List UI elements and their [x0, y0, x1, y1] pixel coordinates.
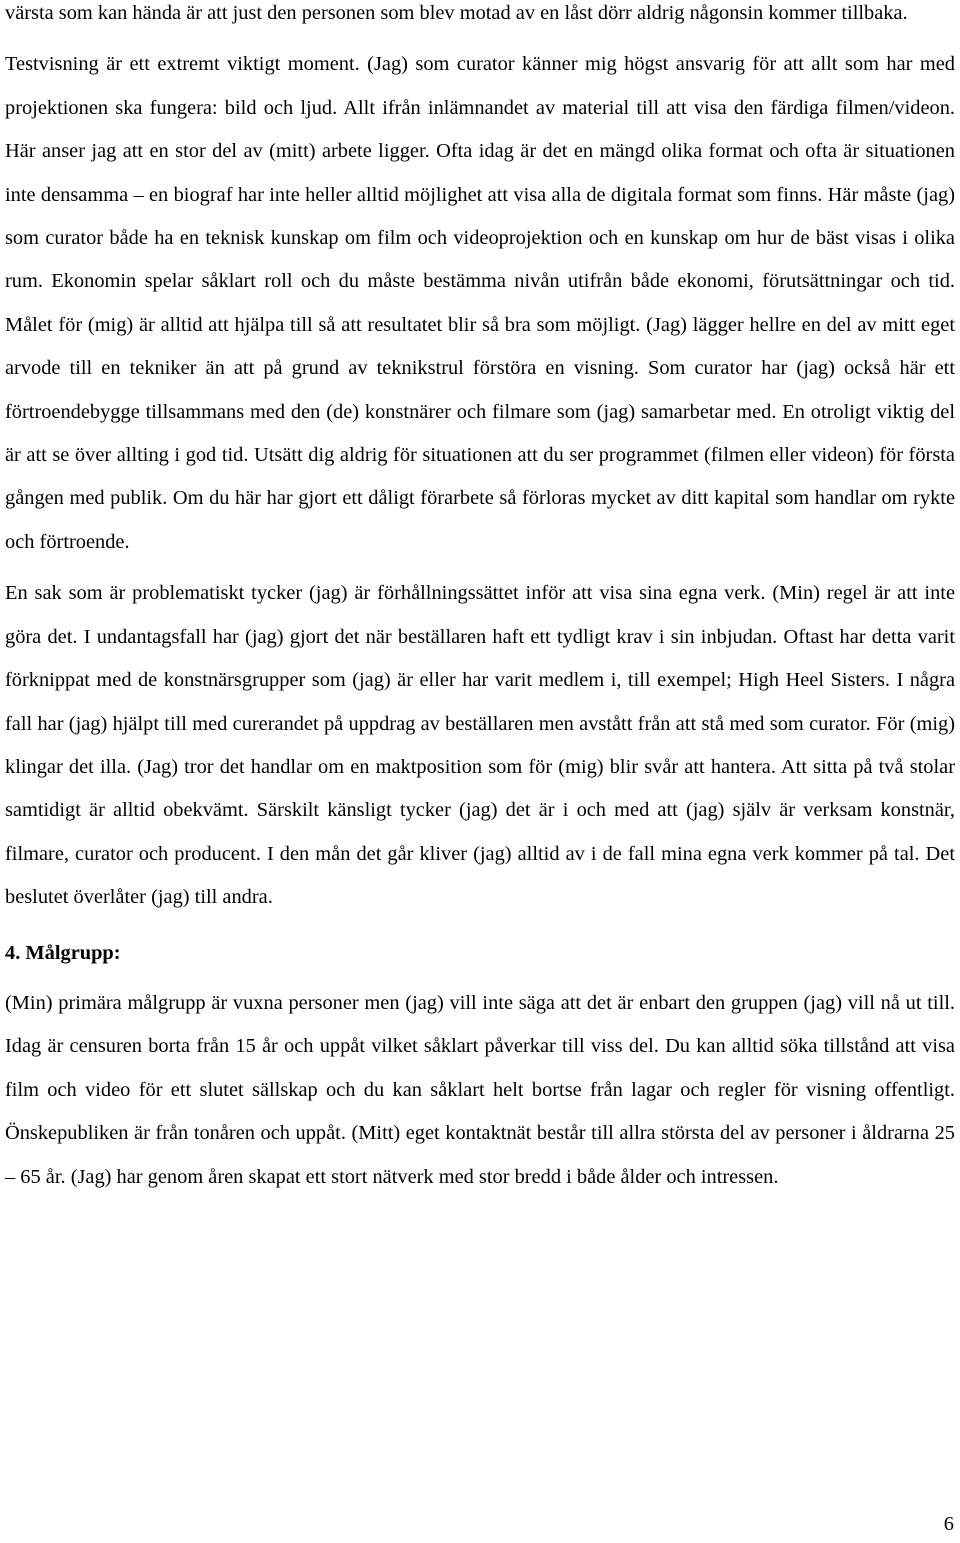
paragraph-continuation: värsta som kan hända är att just den personen som blev motad av en låst dörr aldrig någonsin kommer tillbaka.: [5, 2, 908, 24]
document-page: [5, 0, 955, 1199]
paragraph-malgrupp: (Min) primära målgrupp är vuxna personer men (jag) vill inte säga att det är enbart den gruppen (jag) vill nå ut till. Idag är censuren borta från 15 år och uppåt vilket såklart påverkar till viss del. Du kan alltid söka tillstånd att visa film och video för ett slutet sällskap och du kan såklart helt bortse från lagar och regler för visning offentligt. Önskepubliken är från tonåren och uppåt. (Mitt) eget kontaktnät består till allra största del av personer i åldrarna 25 – 65 år. (Jag) har genom åren skapat ett stort nätverk med stor bredd i både ålder och intressen.: [5, 991, 955, 1188]
section-heading-malgrupp: 4. Målgrupp:: [5, 941, 121, 964]
page-number: 6: [943, 1513, 954, 1535]
paragraph-testvisning: Testvisning är ett extremt viktigt moment. (Jag) som curator känner mig högst ansvarig för att allt som har med projektionen ska fungera: bild och ljud. Allt ifrån inlämnandet av material till att visa den färdiga filmen/videon. Här anser jag att en stor del av (mitt) arbete ligger. Ofta idag är det en mängd olika format och ofta är situationen inte densamma – en biograf har inte heller alltid möjlighet att visa alla de digitala format som finns. Här måste (jag) som curator både ha en teknisk kunskap om film och videoprojektion och en kunskap om hur de bäst visas i olika rum. Ekonomin spelar såklart roll och du måste bestämma nivån utifrån både ekonomi, förutsättningar och tid. Målet för (mig) är alltid att hjälpa till så att resultatet blir så bra som möjligt. (Jag) lägger hellre en del av mitt eget arvode till en tekniker än att på grund av teknikstrul förstöra en visning. Som curator har (jag) också här ett förtroendebygge tillsammans med den (de) konstnärer och filmare som (jag) samarbetar med. En otroligt viktig del är att se över allting i god tid. Utsätt dig aldrig för situationen att du ser programmet (filmen eller videon) för första gången med publik. Om du här har gjort ett dåligt förarbete så förloras mycket av ditt kapital som handlar om rykte och förtroende.: [5, 53, 955, 553]
paragraph-egna-verk: En sak som är problematiskt tycker (jag) är förhållningssättet inför att visa sina egna verk. (Min) regel är att inte göra det. I undantagsfall har (jag) gjort det när beställaren haft ett tydligt krav i sin inbjudan. Oftast har detta varit förknippat med de konstnärsgrupper som (jag) är eller har varit medlem i, till exempel; High Heel Sisters. I några fall har (jag) hjälpt till med curerandet på uppdrag av beställaren men avstått från att stå med som curator. För (mig) klingar det illa. (Jag) tror det handlar om en maktposition som för (mig) blir svår att hantera. Att sitta på två stolar samtidigt är alltid obekvämt. Särskilt känsligt tycker (jag) det är i och med att (jag) själv är verksam konstnär, filmare, curator och producent. I den mån det går kliver (jag) alltid av i de fall mina egna verk kommer på tal. Det beslutet överlåter (jag) till andra.: [5, 582, 955, 909]
